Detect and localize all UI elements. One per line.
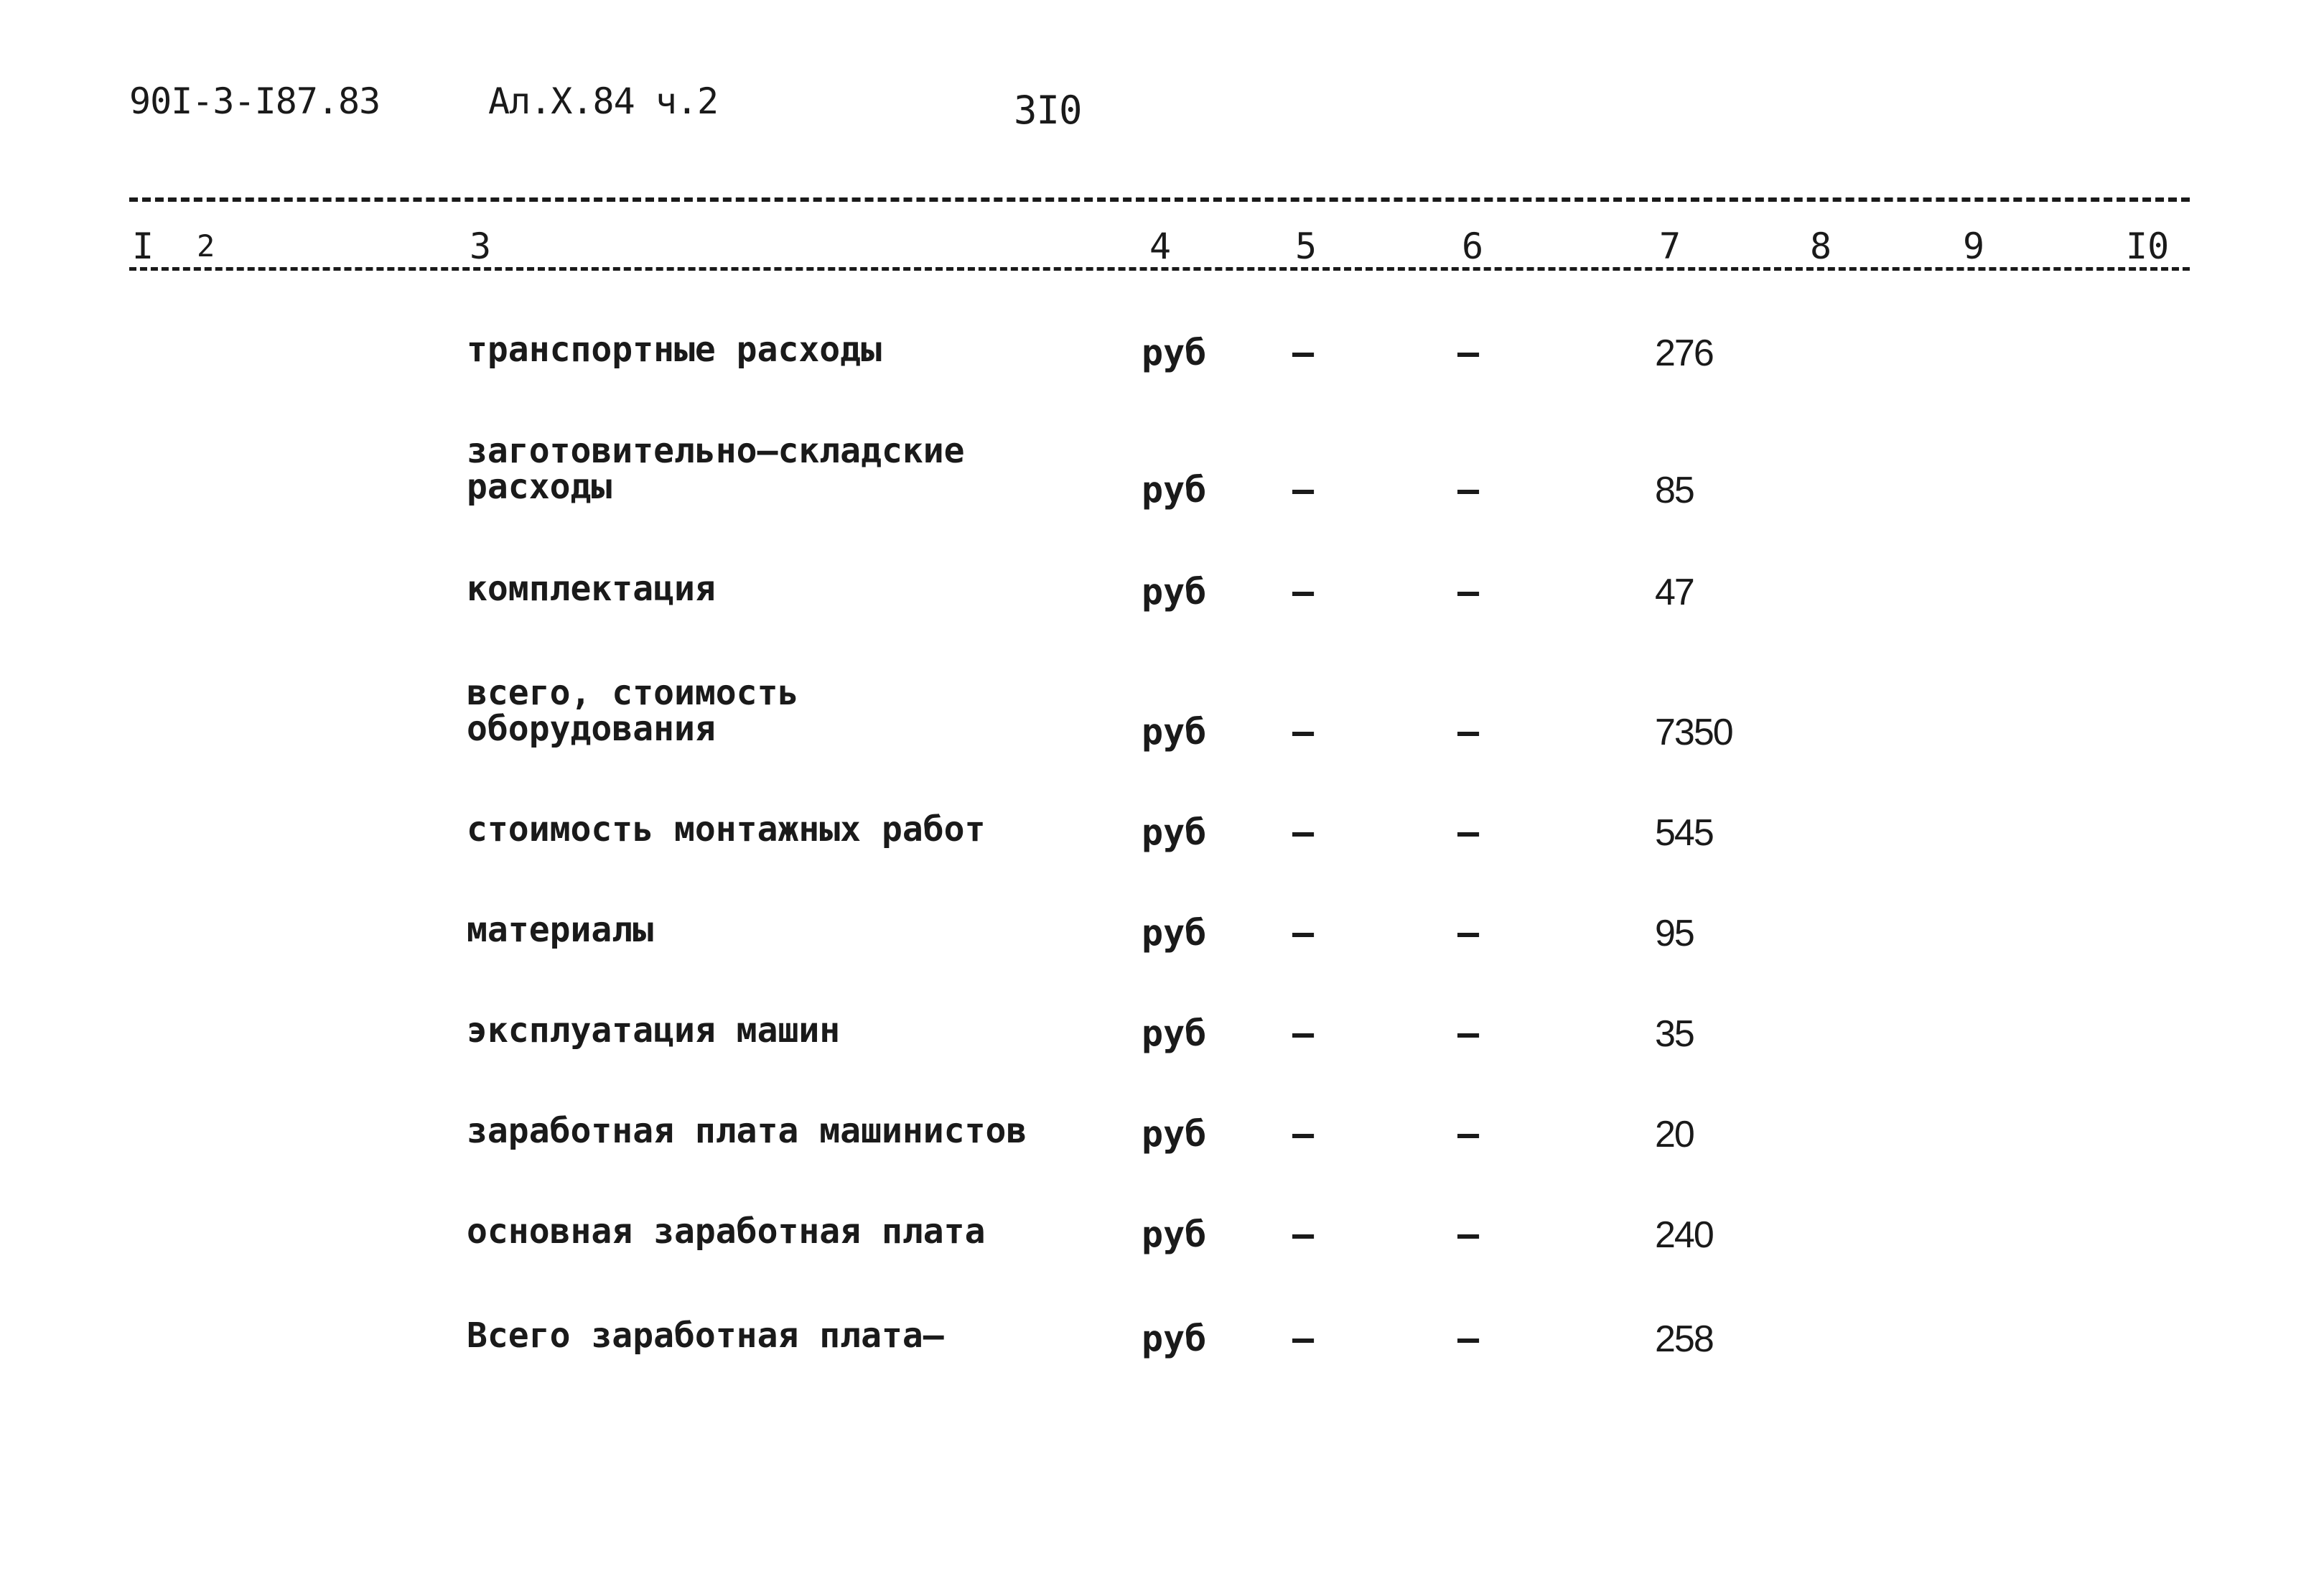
column-number-4: 4	[1145, 228, 1175, 264]
album-sheet-reference: Ал.X.84 ч.2	[488, 80, 719, 122]
row-col6: –	[1457, 711, 1480, 753]
row-unit: руб	[1142, 711, 1207, 753]
row-name: заготовительно–складские расходы	[467, 431, 965, 507]
row-col5: –	[1292, 912, 1315, 954]
row-col6: –	[1457, 571, 1480, 613]
row-name: эксплуатация машин	[467, 1010, 841, 1051]
row-unit: руб	[1142, 1214, 1207, 1255]
row-unit: руб	[1142, 571, 1207, 613]
row-name: всего, стоимость оборудования	[467, 673, 799, 749]
row-col7: 35	[1655, 1013, 1694, 1055]
top-dashed-rule	[129, 197, 2190, 202]
column-header-dashed-rule	[129, 267, 2190, 271]
row-col7: 240	[1655, 1214, 1713, 1256]
column-number-9: 9	[1959, 228, 1989, 264]
row-col6: –	[1457, 1012, 1480, 1054]
column-number-6: 6	[1457, 228, 1488, 264]
column-number-3: 3	[465, 228, 495, 264]
column-number-8: 8	[1806, 228, 1836, 264]
row-col6: –	[1457, 1318, 1480, 1359]
page-number: 3I0	[1014, 88, 1082, 133]
row-col5: –	[1292, 332, 1315, 373]
row-col5: –	[1292, 1214, 1315, 1255]
row-col7: 276	[1655, 332, 1713, 374]
row-col7: 85	[1655, 470, 1694, 511]
row-col7: 7350	[1655, 712, 1732, 753]
row-unit: руб	[1142, 1012, 1207, 1054]
row-col6: –	[1457, 1113, 1480, 1155]
column-number-10: I0	[2122, 228, 2173, 264]
row-col5: –	[1292, 1012, 1315, 1054]
row-name: стоимость монтажных работ	[467, 809, 986, 849]
row-col5: –	[1292, 469, 1315, 511]
column-number-1: I	[128, 228, 158, 264]
row-name: транспортные расходы	[467, 330, 882, 370]
row-col6: –	[1457, 811, 1480, 853]
row-unit: руб	[1142, 912, 1207, 954]
row-unit: руб	[1142, 469, 1207, 511]
row-col5: –	[1292, 571, 1315, 613]
document-code: 90I-3-I87.83	[129, 80, 381, 122]
row-col5: –	[1292, 811, 1315, 853]
row-unit: руб	[1142, 1113, 1207, 1155]
column-number-7: 7	[1655, 228, 1685, 264]
row-col6: –	[1457, 1214, 1480, 1255]
row-name: комплектация	[467, 569, 716, 609]
row-col5: –	[1292, 711, 1315, 753]
row-name: основная заработная плата	[467, 1211, 986, 1252]
row-name: заработная плата машинистов	[467, 1111, 1027, 1151]
row-name: Всего заработная плата–	[467, 1316, 944, 1356]
row-col6: –	[1457, 332, 1480, 373]
row-col7: 258	[1655, 1318, 1713, 1360]
row-col7: 545	[1655, 812, 1713, 854]
row-unit: руб	[1142, 811, 1207, 853]
column-number-5: 5	[1291, 228, 1321, 264]
row-col6: –	[1457, 912, 1480, 954]
row-col7: 95	[1655, 913, 1694, 954]
row-name: материалы	[467, 910, 654, 950]
row-unit: руб	[1142, 332, 1207, 373]
row-col6: –	[1457, 469, 1480, 511]
row-col7: 20	[1655, 1114, 1694, 1155]
column-number-2: 2	[192, 231, 219, 261]
row-col7: 47	[1655, 572, 1694, 613]
row-col5: –	[1292, 1113, 1315, 1155]
row-unit: руб	[1142, 1318, 1207, 1359]
row-col5: –	[1292, 1318, 1315, 1359]
